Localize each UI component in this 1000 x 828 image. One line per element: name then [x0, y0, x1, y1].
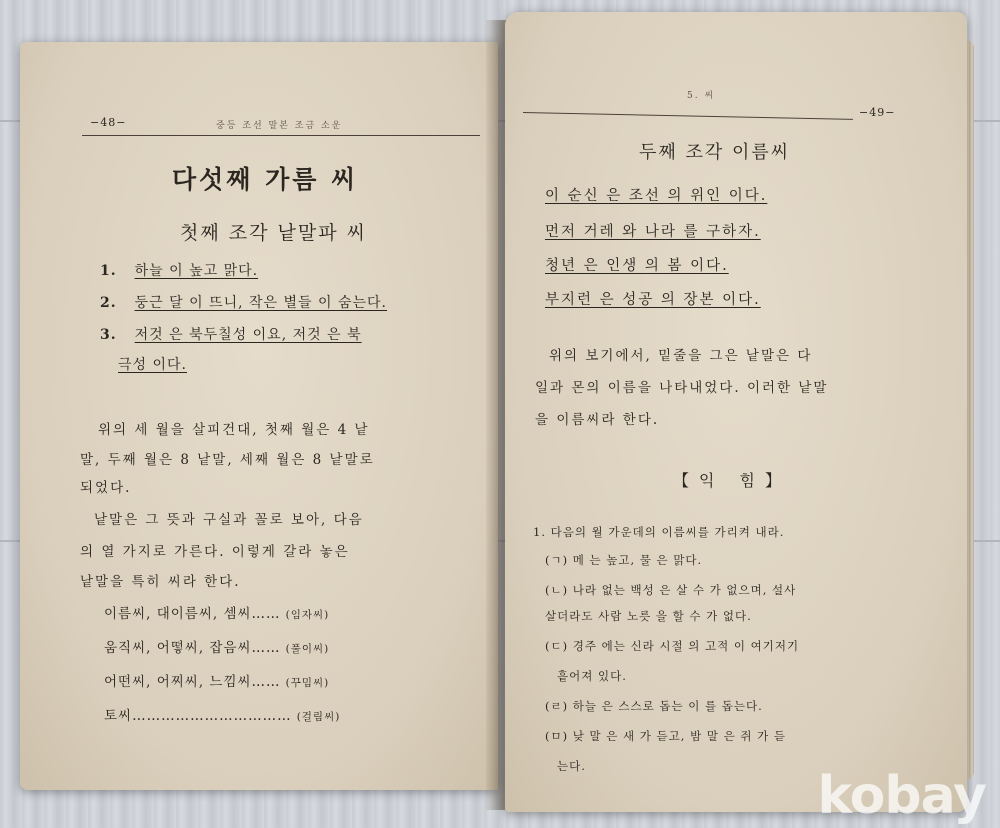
word-class-row — [104, 704, 340, 724]
word-class-row — [104, 670, 329, 690]
example-item — [100, 324, 362, 344]
exercise-question: (ㄴ) 나라 없는 백성 은 살 수 가 없으며, 설사 — [545, 583, 797, 597]
page-number: −49− — [859, 106, 896, 119]
running-head: 중등 조선 말본 조금 소운 — [216, 121, 343, 131]
example-line: 부지런 은 성공 의 장본 이다. — [545, 292, 761, 308]
header-rule — [82, 135, 480, 136]
exercise-question: 는다. — [557, 759, 586, 773]
right-page — [505, 12, 967, 812]
example-text: 저것 은 북두칠성 이요, 저것 은 북 — [134, 327, 362, 343]
paragraph-line: 을 이름씨라 한다. — [535, 412, 660, 428]
word-class-names: 어떤씨, 어찌씨, 느낌씨…… — [104, 674, 281, 690]
example-text: 둥근 달 이 뜨니, 작은 별들 이 숨는다. — [134, 295, 388, 311]
paragraph-line: 일과 몬의 이름을 나타내었다. 이러한 낱말 — [535, 380, 829, 396]
running-head: 5. 씨 — [687, 91, 716, 101]
exercise-question: (ㄱ) 메 는 높고, 물 은 맑다. — [545, 553, 703, 567]
example-text: 극성 이다. — [118, 357, 187, 373]
word-class-names: 토씨…………………………… — [104, 708, 292, 724]
word-class-row — [104, 636, 329, 656]
paragraph-line: 낱말은 그 뜻과 구실과 꼴로 보아, 다음 — [94, 512, 364, 528]
page-number: −48− — [90, 116, 127, 129]
word-class-names: 이름씨, 대이름씨, 셈씨…… — [104, 606, 281, 622]
section-title: 두째 조각 이름씨 — [639, 142, 791, 163]
word-class-group: (꾸밈씨) — [285, 677, 330, 689]
paragraph-line: 되었다. — [80, 480, 132, 496]
section-title: 첫째 조각 낱말파 씨 — [180, 222, 367, 244]
example-number: 1. — [100, 263, 117, 279]
example-line: 먼저 거레 와 나라 를 구하자. — [545, 224, 761, 240]
word-class-group: (임자씨) — [285, 609, 330, 621]
example-line: 청년 은 인생 의 봄 이다. — [545, 258, 729, 274]
exercise-intro: 1. 다음의 월 가운데의 이름씨를 가리켜 내라. — [533, 525, 785, 539]
word-class-names: 움직씨, 어떻씨, 잡음씨…… — [104, 640, 281, 656]
exercise-question: 흩어져 있다. — [557, 669, 627, 683]
exercise-question: (ㄹ) 하늘 은 스스로 돕는 이 를 돕는다. — [545, 699, 763, 713]
example-number: 2. — [100, 295, 117, 311]
watermark-logo: kobay — [817, 766, 986, 826]
example-item — [100, 260, 258, 280]
word-class-group: (풀이씨) — [285, 643, 330, 655]
paragraph-line: 위의 보기에서, 밑줄을 그은 낱말은 다 — [549, 348, 813, 364]
exercise-question: (ㄷ) 경주 에는 신라 시절 의 고적 이 여기저기 — [545, 639, 800, 653]
paragraph-line: 의 열 가지로 가른다. 이렇게 갈라 놓은 — [80, 544, 350, 560]
header-rule — [523, 112, 853, 120]
example-line: 이 순신 은 조선 의 위인 이다. — [545, 188, 768, 204]
exercise-question: (ㅁ) 낮 말 은 새 가 듣고, 밤 말 은 쥐 가 듣 — [545, 729, 787, 743]
word-class-group: (걸림씨) — [296, 711, 341, 723]
chapter-title: 다섯째 가름 씨 — [172, 165, 359, 194]
left-page — [20, 42, 498, 790]
word-class-row — [104, 602, 329, 622]
paragraph-line: 말, 두째 월은 8 낱말, 세째 월은 8 낱말로 — [80, 452, 375, 468]
exercise-question: 살더라도 사람 노릇 을 할 수 가 없다. — [545, 609, 752, 623]
paragraph-line: 위의 세 월을 살피건대, 첫째 월은 4 낱 — [98, 422, 370, 438]
example-item — [100, 354, 187, 374]
example-number: 3. — [100, 327, 117, 343]
paragraph-line: 낱말을 특히 씨라 한다. — [80, 574, 241, 590]
example-text: 하늘 이 높고 맑다. — [134, 263, 259, 279]
example-item — [100, 292, 387, 312]
exercise-heading: 【익 힘】 — [673, 471, 791, 490]
